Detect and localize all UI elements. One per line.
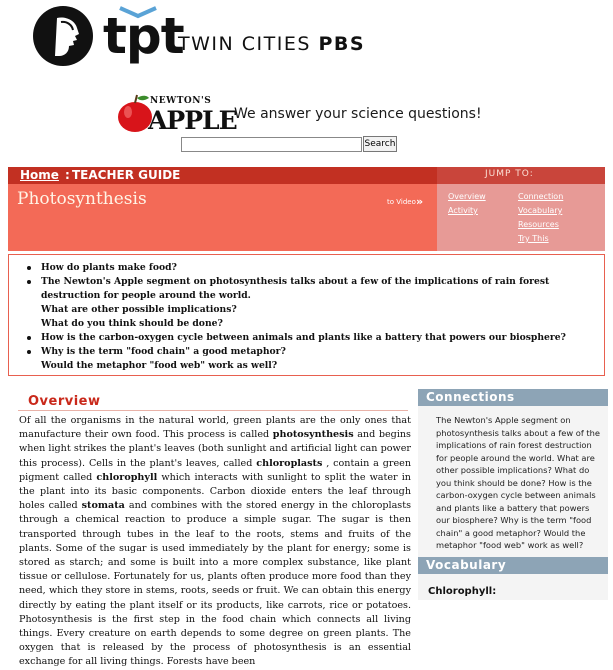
overview-heading: Overview xyxy=(28,394,101,409)
question-text: How is the carbon-oxygen cycle between animals and plants like a battery that powers our biosphere? xyxy=(41,332,566,343)
question-subtext: What are other possible implications? xyxy=(41,304,237,315)
vocabulary-heading-bar xyxy=(418,557,608,574)
overview-text-segment: and combines with the stored energy in the chloroplasts through a chemical reaction to produce a simple sugar. The sugar is then transported through tubes in the leaf to the roots, stems and fruits of the plants. Some of the sugar is used immediately by the plant for energy; some is stored as starch; and some is built into a more complex substance, like plant tissue or cellulose. Fortunately for us, plants often produce more food than they need, which they store in stems, roots, seeds or fruit. We can obtain this energy directly by eating the plant itself or its products, like carrots, rice or potatoes. Photosynthesis is the first step in the food chain which connects all living things. Every creature on earth depends to some degree on green plants. The oxygen that is released by the process of photosynthesis is an essential exchange for all living things. Forests have been xyxy=(19,500,411,668)
double-chevron-right-icon[interactable]: » xyxy=(416,195,424,208)
connections-text: The Newton's Apple segment on photosynthesis talks about a few of the implications of rain forest destruction for people around the world. What are other possible implications? What do you think should be done? How is the carbon-oxygen cycle between animals and plants like a battery that powers our biosphere? Why is the term "food chain" a good metaphor? Would the metaphor "food web" work as well? xyxy=(436,415,601,550)
jump-link-vocabulary[interactable]: Vocabulary xyxy=(518,206,563,215)
jump-link-resources[interactable]: Resources xyxy=(518,220,559,229)
key-term: chloroplasts xyxy=(256,457,323,469)
breadcrumb-separator: : xyxy=(65,168,70,182)
station-name xyxy=(178,33,365,55)
brand-top-text: NEWTON'S xyxy=(150,96,212,106)
question-subtext: What do you think should be done? xyxy=(41,318,223,329)
station-name-suffix: PBS xyxy=(318,33,366,55)
jump-link-activity[interactable]: Activity xyxy=(448,206,478,215)
vocabulary-heading: Vocabulary xyxy=(426,558,507,572)
page-title: Photosynthesis xyxy=(17,189,147,209)
jump-to-heading: JUMP TO: xyxy=(485,169,534,179)
overview-text xyxy=(19,414,411,670)
jump-to-panel xyxy=(437,167,605,251)
jump-link-try-this[interactable]: Try This xyxy=(518,234,549,243)
question-item xyxy=(25,345,585,373)
vocabulary-term: Chlorophyll: xyxy=(428,586,497,597)
title-area xyxy=(8,184,437,251)
question-text: How do plants make food? xyxy=(41,262,177,273)
overview-text-segment: , contain a green pigment called xyxy=(19,457,411,483)
jump-link-connection[interactable]: Connection xyxy=(518,192,564,201)
brand-bottom-text: APPLE xyxy=(148,106,237,135)
pbs-logo-icon[interactable] xyxy=(33,6,93,66)
tagline: We answer your science questions! xyxy=(234,106,482,122)
search-input[interactable] xyxy=(181,137,362,152)
key-term: stomata xyxy=(81,500,125,512)
jump-to-heading-bar xyxy=(437,167,605,184)
question-item xyxy=(25,275,585,331)
question-subtext: Would the metaphor "food web" work as well? xyxy=(41,360,278,371)
station-name-prefix: TWIN CITIES xyxy=(178,33,311,55)
breadcrumb xyxy=(8,167,437,184)
breadcrumb-section: TEACHER GUIDE xyxy=(72,168,181,182)
question-item xyxy=(25,261,585,275)
search-button[interactable]: Search xyxy=(363,136,397,152)
tpt-logo[interactable]: tpt xyxy=(103,7,184,65)
key-term: photosynthesis xyxy=(272,429,354,441)
key-term: chlorophyll xyxy=(96,471,158,483)
question-list xyxy=(25,261,585,373)
overview-text-segment: Of all the organisms in the natural world, green plants are the only ones that manufacture their own food. This process is called xyxy=(19,415,411,441)
question-text: The Newton's Apple segment on photosynthesis talks about a few of the implications of rain forest destruction for people around the world. xyxy=(41,276,550,301)
overview-text-segment: and begins when light strikes the plant's leaves (both sunlight and artificial light can power this process). Cells in the plant's leaves, called xyxy=(19,429,411,469)
jump-link-overview[interactable]: Overview xyxy=(448,192,486,201)
sidebar xyxy=(418,389,608,600)
connections-heading: Connections xyxy=(426,390,515,404)
breadcrumb-home-link[interactable]: Home xyxy=(20,168,59,182)
question-item xyxy=(25,331,585,345)
connections-heading-bar xyxy=(418,389,608,406)
to-video-link[interactable]: to Video xyxy=(387,198,416,206)
question-text: Why is the term "food chain" a good metaphor? xyxy=(41,346,286,357)
questions-box xyxy=(8,254,605,376)
overview-text-segment: which interacts with sunlight to split the water in the plant into its basic components. Carbon dioxide enters the leaf through holes called xyxy=(19,471,411,512)
overview-divider xyxy=(18,410,408,411)
